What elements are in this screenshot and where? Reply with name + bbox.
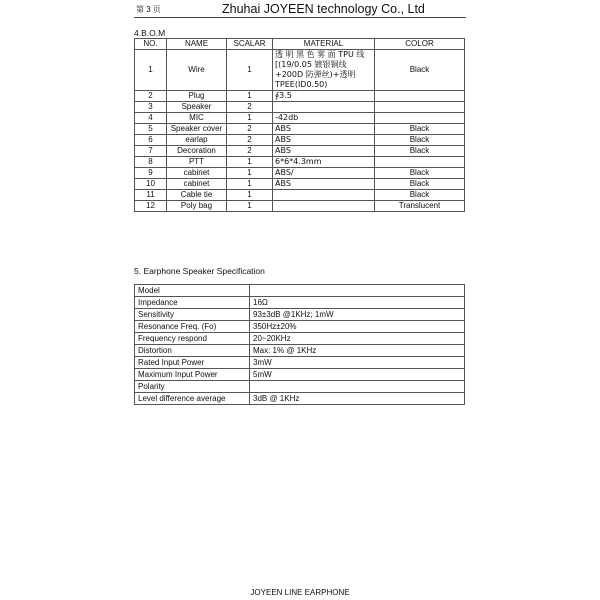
bom-cell-color: Black [375,146,465,157]
bom-cell-scalar: 1 [227,190,273,201]
bom-cell-material: ABS [273,135,375,146]
bom-col-material: MATERIAL [273,39,375,50]
bom-cell-no: 7 [135,146,167,157]
bom-row [135,168,465,179]
spec-label: Polarity [135,381,250,393]
bom-row [135,102,465,113]
bom-cell-scalar: 1 [227,201,273,212]
spec-row [135,309,465,321]
page-number: 第 3 页 [136,5,161,14]
spec-label: Level difference average [135,393,250,405]
spec-value: 350Hz±20% [250,321,465,333]
bom-cell-name: earlap [167,135,227,146]
spec-row [135,345,465,357]
bom-cell-no: 5 [135,124,167,135]
bom-row [135,190,465,201]
bom-cell-material [273,102,375,113]
bom-cell-color [375,157,465,168]
bom-cell-scalar: 2 [227,146,273,157]
bom-cell-no: 10 [135,179,167,190]
bom-cell-color: Black [375,135,465,146]
spec-value: 16Ω [250,297,465,309]
page-footer: JOYEEN LINE EARPHONE [250,588,350,597]
bom-cell-name: Plug [167,91,227,102]
bom-cell-color: Translucent [375,201,465,212]
header-divider [134,17,466,18]
spec-label: Impedance [135,297,250,309]
bom-section-title: 4.B.O.M [134,28,166,38]
bom-cell-name: Poly bag [167,201,227,212]
spec-value: Max: 1% @ 1KHz [250,345,465,357]
spec-section-title: 5. Earphone Speaker Specification [134,266,265,276]
bom-cell-material [273,201,375,212]
bom-cell-material: ABS/ [273,168,375,179]
bom-col-no: NO. [135,39,167,50]
bom-col-color: COLOR [375,39,465,50]
bom-cell-scalar: 2 [227,135,273,146]
bom-cell-no: 8 [135,157,167,168]
bom-cell-material [273,190,375,201]
bom-cell-no: 1 [135,50,167,91]
company-header: Zhuhai JOYEEN technology Co., Ltd [222,2,425,16]
bom-col-name: NAME [167,39,227,50]
bom-cell-no: 11 [135,190,167,201]
bom-cell-name: MIC [167,113,227,124]
bom-row [135,135,465,146]
bom-cell-color: Black [375,50,465,91]
bom-cell-color: Black [375,124,465,135]
bom-cell-scalar: 2 [227,124,273,135]
spec-value: 5mW [250,369,465,381]
spec-label: Sensitivity [135,309,250,321]
spec-value: 3mW [250,357,465,369]
spec-value: 93±3dB @1KHz; 1mW [250,309,465,321]
spec-label: Model [135,285,250,297]
bom-cell-material: ABS [273,179,375,190]
bom-cell-color [375,113,465,124]
bom-cell-color: Black [375,168,465,179]
spec-row [135,357,465,369]
bom-row [135,113,465,124]
bom-col-scalar: SCALAR [227,39,273,50]
bom-cell-scalar: 1 [227,168,273,179]
bom-cell-material: 6*6*4.3mm [273,157,375,168]
spec-row [135,333,465,345]
spec-label: Distortion [135,345,250,357]
spec-row [135,393,465,405]
spec-label: Resonance Freq. (Fo) [135,321,250,333]
bom-table [134,38,465,212]
spec-label: Frequency respond [135,333,250,345]
bom-row [135,146,465,157]
bom-cell-color: Black [375,190,465,201]
bom-cell-name: Cable tie [167,190,227,201]
bom-cell-name: Decoration [167,146,227,157]
bom-header-row [135,39,465,50]
bom-row [135,91,465,102]
bom-cell-material: 透 明 黑 色 雾 面 TPU 线 [(19/0.05 镀银铜线+200D 防弹丝)+透明 TPEE(ID0.50) [273,50,375,91]
bom-cell-no: 12 [135,201,167,212]
bom-row [135,179,465,190]
bom-cell-scalar: 1 [227,50,273,91]
bom-cell-no: 2 [135,91,167,102]
bom-row [135,50,465,91]
spec-label: Maximum Input Power [135,369,250,381]
bom-cell-scalar: 2 [227,102,273,113]
bom-cell-no: 6 [135,135,167,146]
bom-cell-name: Wire [167,50,227,91]
bom-cell-name: PTT [167,157,227,168]
bom-row [135,157,465,168]
bom-cell-name: Speaker [167,102,227,113]
bom-cell-material: ∮3.5 [273,91,375,102]
spec-row [135,321,465,333]
spec-row [135,381,465,393]
spec-table [134,284,465,405]
spec-value: 3dB @ 1KHz [250,393,465,405]
bom-cell-name: cabinet [167,179,227,190]
bom-cell-color: Black [375,179,465,190]
bom-cell-no: 9 [135,168,167,179]
spec-row [135,369,465,381]
bom-row [135,201,465,212]
spec-label: Rated Input Power [135,357,250,369]
bom-cell-no: 3 [135,102,167,113]
bom-cell-color [375,91,465,102]
spec-row [135,297,465,309]
bom-cell-scalar: 1 [227,113,273,124]
spec-value [250,381,465,393]
bom-cell-material: ABS [273,124,375,135]
bom-row [135,124,465,135]
bom-cell-color [375,102,465,113]
spec-row [135,285,465,297]
bom-cell-material: ABS [273,146,375,157]
bom-cell-no: 4 [135,113,167,124]
spec-value: 20~20KHz [250,333,465,345]
bom-cell-scalar: 1 [227,91,273,102]
spec-value [250,285,465,297]
bom-cell-name: cabinet [167,168,227,179]
bom-cell-scalar: 1 [227,157,273,168]
bom-cell-scalar: 1 [227,179,273,190]
bom-cell-name: Speaker cover [167,124,227,135]
bom-cell-material: -42db [273,113,375,124]
